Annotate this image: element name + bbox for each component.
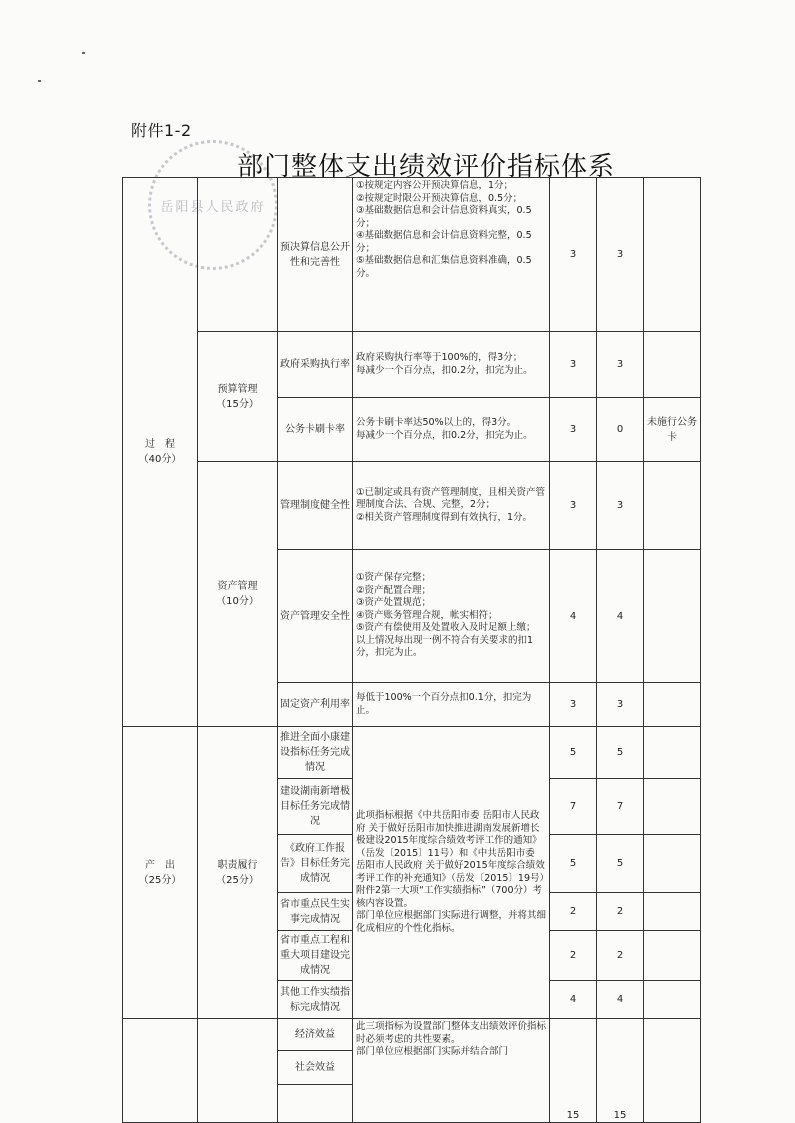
indicator-name: 经济效益 xyxy=(278,1019,353,1051)
indicator-name: 管理制度健全性 xyxy=(278,462,353,550)
standard-line: ①按规定内容公开预决算信息，1分； xyxy=(356,180,514,191)
indicator-name: 资产管理安全性 xyxy=(278,550,353,683)
level2-asset-score: （10分） xyxy=(216,596,259,607)
indicator-standard xyxy=(353,1019,550,1123)
standard-line: ②按规定时限公开预决算信息，0.5分； xyxy=(356,192,523,204)
level2-budget-cell xyxy=(198,332,278,462)
note-value xyxy=(644,727,701,779)
table-row xyxy=(123,178,701,332)
indicator-name: 政府采购执行率 xyxy=(278,332,353,398)
indicator-standard xyxy=(353,683,550,727)
attachment-label: 附件1-2 xyxy=(131,121,192,140)
indicator-standard xyxy=(353,727,550,1019)
standard-line: ⑤资产有偿使用及处置收入及时足额上缴； xyxy=(356,622,536,634)
note-value xyxy=(644,462,701,550)
score-value: 0 xyxy=(597,398,644,462)
standard-line: 此项指标根据《中共岳阳市委 岳阳市人民政府 关于做好岳阳市加快推进湖南发展新增长极建设2015年度综合绩效考评工作的通知》（岳发〔2015〕11号）和《中共岳阳市委 岳阳市人民政府 关于做好2015年度综合绩效考评工作的补充通知》（岳发〔2015〕19号）附件2第一大项“工作实绩指标”（700分）考核内容设置。 xyxy=(356,810,545,909)
note-value xyxy=(644,981,701,1019)
standard-line: 部门单位应根据部门实际进行调整，并将其细化成相应的个性化指标。 xyxy=(356,910,547,934)
level2-duty-cell xyxy=(198,727,278,1019)
weight-value: 3 xyxy=(550,683,597,727)
level2-budget-label: 预算管理 xyxy=(217,383,258,395)
level2-budget-score: （15分） xyxy=(216,398,259,410)
indicator-name: 省市重点民生实事完成情况 xyxy=(278,893,353,931)
indicator-standard xyxy=(353,332,550,398)
level2-asset-cell xyxy=(198,462,278,727)
score-value: 3 xyxy=(597,178,644,332)
table-row xyxy=(123,1019,701,1051)
standard-line: 每减少一个百分点，扣0.2分，扣完为止。 xyxy=(356,364,533,376)
weight-value: 3 xyxy=(550,462,597,550)
score-value-cell xyxy=(597,1019,644,1123)
page-title: 部门整体支出绩效评价指标体系 xyxy=(237,152,616,182)
score-value: 7 xyxy=(597,779,644,835)
standard-line: ③基础数据信息和会计信息资料真实，0.5分； xyxy=(356,205,532,229)
indicator-name: 固定资产利用率 xyxy=(278,683,353,727)
standard-line: ④资产账务管理合规，帐实相符； xyxy=(356,609,498,621)
table-row xyxy=(123,727,701,779)
table-row xyxy=(123,332,701,398)
standard-line: ②资产配置合理； xyxy=(356,584,432,596)
indicator-name: 建设湖南新增极目标任务完成情况 xyxy=(278,779,353,835)
level1-output-label: 产 出 xyxy=(145,859,175,871)
level1-output-cell xyxy=(123,727,198,1019)
level1-process-label: 过 程 xyxy=(145,439,175,450)
indicator-name: 社会效益 xyxy=(278,1051,353,1085)
seal-text: 岳阳县人民政府 xyxy=(160,199,266,215)
weight-value: 5 xyxy=(550,835,597,893)
level2-duty-label: 职责履行 xyxy=(217,859,258,871)
score-value: 5 xyxy=(597,727,644,779)
weight-value: 2 xyxy=(550,931,597,981)
indicator-name: 推进全面小康建设指标任务完成情况 xyxy=(278,727,353,779)
indicator-table xyxy=(122,177,701,1123)
standard-line: 此三项指标为设置部门整体支出绩效评价指标时必须考虑的共性要素。 xyxy=(356,1021,547,1045)
level2-asset-label: 资产管理 xyxy=(217,581,258,592)
weight-value: 5 xyxy=(550,727,597,779)
weight-value: 7 xyxy=(550,779,597,835)
standard-line: 每低于100%一个百分点扣0.1分，扣完为止。 xyxy=(356,692,532,716)
weight-value: 4 xyxy=(550,981,597,1019)
standard-line: ②相关资产管理制度得到有效执行，1分。 xyxy=(356,511,533,523)
score-value: 15 xyxy=(613,1110,627,1121)
standard-line: 以上情况每出现一例不符合有关要求的扣1分，扣完为止。 xyxy=(356,634,534,659)
level2-empty-cell xyxy=(198,178,278,332)
weight-value: 3 xyxy=(550,332,597,398)
score-value: 3 xyxy=(597,462,644,550)
level1-process-cell xyxy=(123,178,198,727)
level1-output-score: （25分） xyxy=(138,874,182,886)
standard-line: 政府采购执行率等于100%的，得3分； xyxy=(356,352,523,363)
indicator-standard xyxy=(353,550,550,683)
standard-line: ①资产保存完整； xyxy=(356,572,432,584)
note-value xyxy=(644,332,701,398)
level2-empty-cell xyxy=(198,1019,278,1123)
indicator-empty-cell xyxy=(278,1085,353,1123)
indicator-standard xyxy=(353,178,550,332)
note-value xyxy=(644,893,701,931)
scan-speck xyxy=(82,52,85,54)
indicator-name: 《政府工作报告》目标任务完成情况 xyxy=(278,835,353,893)
level2-duty-score: （25分） xyxy=(216,874,259,886)
score-value: 5 xyxy=(597,835,644,893)
standard-line: 公务卡刷卡率达50%以上的，得3分。 xyxy=(356,417,517,428)
score-value: 3 xyxy=(597,683,644,727)
note-value xyxy=(644,931,701,981)
score-value: 3 xyxy=(597,332,644,398)
indicator-name: 公务卡刷卡率 xyxy=(278,398,353,462)
score-value: 2 xyxy=(597,931,644,981)
scan-speck xyxy=(38,80,41,82)
indicator-name: 其他工作实绩指标完成情况 xyxy=(278,981,353,1019)
weight-value: 3 xyxy=(550,178,597,332)
standard-line: 每减少一个百分点，扣0.2分，扣完为止。 xyxy=(356,429,533,441)
standard-line: ①已制定或具有资产管理制度，且相关资产管理制度合法、合规、完整，2分； xyxy=(356,486,546,511)
score-value: 2 xyxy=(597,893,644,931)
indicator-name: 省市重点工程和重大项目建设完成情况 xyxy=(278,931,353,981)
level1-process-score: （40分） xyxy=(138,454,182,465)
standard-line: ④基础数据信息和会计信息资料完整，0.5分； xyxy=(356,230,532,254)
note-value xyxy=(644,835,701,893)
indicator-standard xyxy=(353,462,550,550)
note-value: 未施行公务卡 xyxy=(644,398,701,462)
weight-value: 2 xyxy=(550,893,597,931)
weight-value: 4 xyxy=(550,550,597,683)
table-row xyxy=(123,462,701,550)
weight-value: 3 xyxy=(550,398,597,462)
note-value xyxy=(644,779,701,835)
standard-line: 部门单位应根据部门实际并结合部门 xyxy=(356,1046,509,1057)
note-value xyxy=(644,178,701,332)
note-value xyxy=(644,683,701,727)
indicator-standard xyxy=(353,398,550,462)
indicator-name: 预决算信息公开性和完善性 xyxy=(278,178,353,332)
note-value xyxy=(644,550,701,683)
note-value xyxy=(644,1019,701,1123)
standard-line: ③资产处置规范； xyxy=(356,597,432,609)
weight-value-cell xyxy=(550,1019,597,1123)
score-value: 4 xyxy=(597,550,644,683)
level1-empty-cell xyxy=(123,1019,198,1123)
score-value: 4 xyxy=(597,981,644,1019)
standard-line: ⑤基础数据信息和汇集信息资料准确，0.5分。 xyxy=(356,255,532,279)
weight-value: 15 xyxy=(566,1110,580,1121)
